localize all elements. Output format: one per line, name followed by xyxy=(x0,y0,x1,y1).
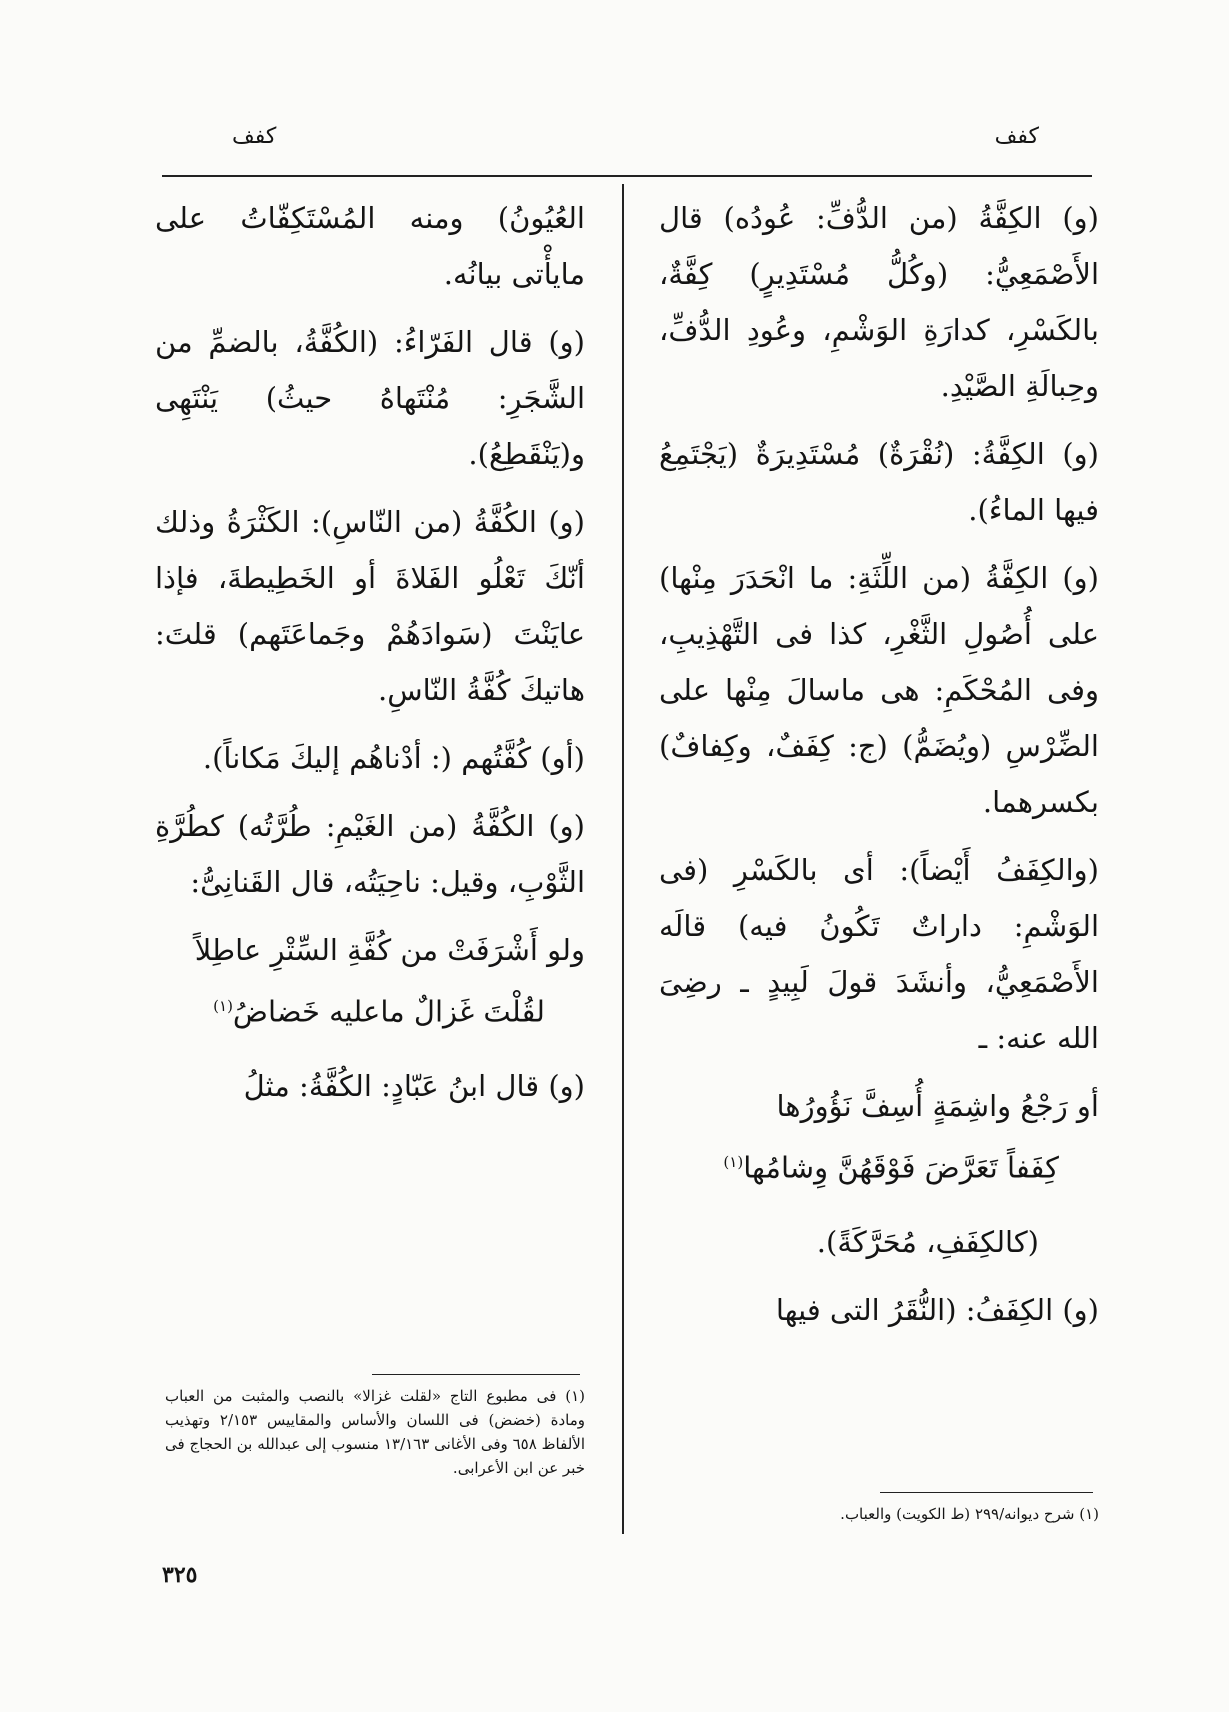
right-column xyxy=(659,190,1099,1350)
verse-hemistich-1: ولو أَشْرَفَتْ من كُفَّةِ السِّتْرِ عاطِلاً xyxy=(194,933,585,967)
left-column xyxy=(155,190,585,1126)
running-headword-left: كفف xyxy=(232,124,277,149)
running-headword-right: كفف xyxy=(994,124,1039,149)
footnote-marker: (١) xyxy=(723,1153,744,1171)
verse-hemistich-2-text: لقُلْتَ غَزالٌ ماعليه خَضاضُ xyxy=(232,994,545,1029)
footnote-rule-right xyxy=(880,1492,1093,1493)
verse-hemistich-2 xyxy=(659,1134,1099,1196)
entry-paragraph: (و) الكِفَّةُ: (نُقْرَةٌ) مُسْتَدِيرَةٌ (يَجْتَمِعُ فيها الماءُ). xyxy=(659,437,1099,527)
header-rule xyxy=(162,175,1092,177)
footnote-right: (١) شرح ديوانه/٢٩٩ (ط الكويت) والعباب. xyxy=(840,1505,1099,1523)
footnote-left: (١) فى مطبوع التاج «لقلت غزالا» بالنصب والمثبت من العباب ومادة (خضض) فى اللسان والأساس والمقاييس ٢/١٥٣ وتهذيب الألفاظ ٦٥٨ وفى الأغانى ١٣/١٦٣ منسوب إلى عبدالله بن الحجاج فى خبر عن ابن الأعرابى. xyxy=(165,1387,585,1477)
entry-paragraph: (و) الكِفَّةُ (من اللِّثَةِ: ما انْحَدَرَ مِنْها) على أُصُولِ الثَّغْرِ، كذا فى التَّهْذِيبِ، وفى المُحْكَمِ: هى ماسالَ مِنْها على الضِّرْسِ (ويُضَمُّ) (ج: كِفَفٌ، وكِفافٌ) بكسرهما. xyxy=(659,561,1099,819)
entry-paragraph: (و) قال الفَرّاءُ: (الكُفَّةُ، بالضمِّ من الشَّجَرِ: مُنْتَهاهُ حيثُ) يَنْتَهِى و(يَنْقَطِعُ). xyxy=(155,325,585,471)
column-divider xyxy=(622,184,624,1534)
entry-paragraph: (و) الكِفَّةُ (من الدُّفِّ: عُودُه) قال الأَصْمَعِيُّ: (وكُلُّ مُسْتَدِيرٍ) كِفَّةٌ، بالكَسْرِ، كدارَةِ الوَشْمِ، وعُودِ الدُّفِّ، وحِبالَةِ الصَّيْدِ. xyxy=(659,201,1099,403)
page-number: ٣٢٥ xyxy=(162,1562,198,1588)
verse-hemistich-1: أو رَجْعُ واشِمَةٍ أُسِفَّ نَؤُورُها xyxy=(776,1089,1099,1123)
poetry-verse xyxy=(155,922,585,1040)
entry-paragraph: (و) الكُفَّةُ (من الغَيْمِ: طُرَّتُه) كطُرَّةِ الثَّوْبِ، وقيل: ناحِيَتُه، قال القَنانِىُّ: xyxy=(155,809,585,899)
entry-paragraph: (و) قال ابنُ عَبّادٍ: الكُفَّةُ: مثلُ xyxy=(243,1068,585,1103)
entry-paragraph: (كالكِفَفِ، مُحَرَّكَةً). xyxy=(816,1224,1039,1259)
verse-hemistich-2-text: كِفَفاً تَعَرَّضَ فَوْقَهُنَّ وِشامُها xyxy=(743,1150,1059,1185)
entry-paragraph: (و) الكِفَفُ: (النُّقَرُ التى فيها xyxy=(775,1292,1099,1327)
poetry-verse xyxy=(659,1078,1099,1196)
footnote-rule-left xyxy=(372,1374,580,1375)
footnote-marker: (١) xyxy=(213,997,233,1015)
verse-hemistich-2 xyxy=(155,978,585,1040)
entry-paragraph: (والكِفَفُ أَيْضاً): أى بالكَسْرِ (فى الوَشْمِ: داراتٌ تَكُونُ فيه) قالَه الأَصْمَعِيُّ، وأنشَدَ قولَ لَبِيدٍ ـ رضِىَ الله عنه: ـ xyxy=(659,853,1099,1055)
entry-paragraph: (و) الكُفَّةُ (من النّاسِ): الكَثْرَةُ وذلك أنّكَ تَعْلُو الفَلاةَ أو الخَطِيطةَ، فإذا عايَنْتَ (سَوادَهُمْ وجَماعَتَهم) قلتَ: هاتيكَ كُفَّةُ النّاسِ. xyxy=(155,505,585,707)
entry-paragraph: (أو) كُفَّتُهم (: أدْناهُم إليكَ مَكاناً). xyxy=(202,741,585,775)
entry-paragraph: العُيُونُ) ومنه المُسْتَكِفّاتُ على مايأْتى بيانُه. xyxy=(155,201,585,291)
